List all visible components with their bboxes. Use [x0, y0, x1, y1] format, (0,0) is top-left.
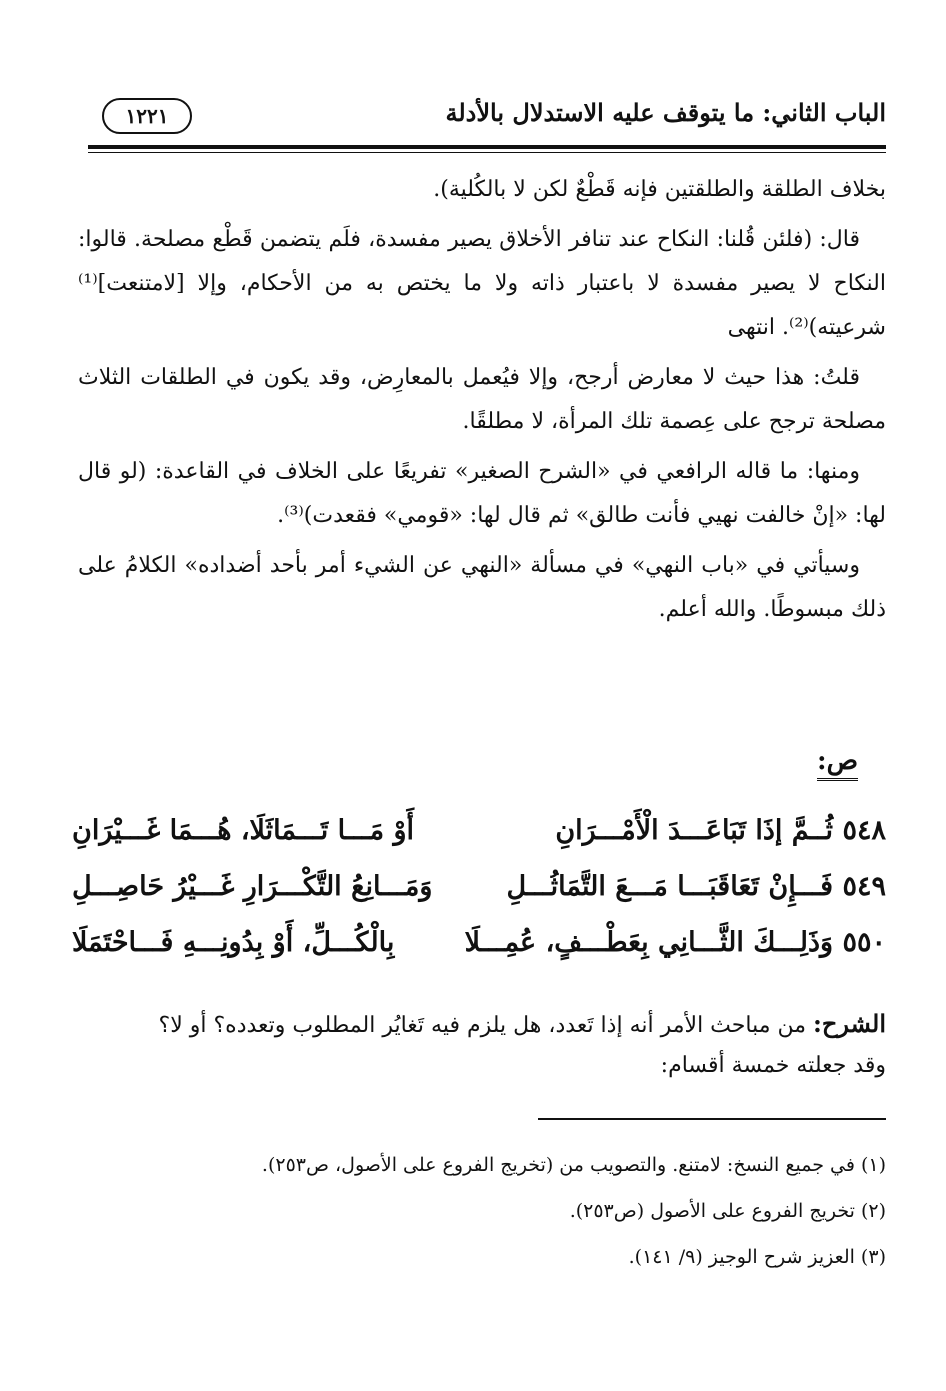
verse-second-hemistich: وَمَـــانِعُ التَّكْـــرَارِ غَـــيْرُ حَاصِـــلِ: [72, 870, 433, 902]
commentary-label: الشرح:: [813, 1009, 886, 1038]
footnote-divider: [538, 1118, 886, 1120]
verse-text: وَذَلِـــكَ الثَّـــانِي بِعَطْـــفٍ، عُمِـــلَا: [464, 926, 834, 958]
poem-verses: [72, 802, 886, 970]
footnotes: [78, 1142, 886, 1280]
commentary: [78, 1004, 886, 1086]
verse-number: ٥٤٨: [842, 814, 886, 846]
main-text: [78, 168, 886, 638]
verse-number: ٥٥٠: [842, 926, 886, 958]
verse-second-hemistich: أَوْ مَـــا تَـــمَاثَلَا، هُـــمَا غَـــيْرَانِ: [72, 814, 415, 846]
verse-text: ثُــمَّ إذَا تَبَاعَـــدَ الْأَمْـــرَانِ: [555, 814, 834, 846]
paragraph: قال: (فلئن قُلنا: النكاح عند تنافر الأخلاق يصير مفسدة، فلَم يتضمن قَطْع مصلحة. قالوا: النكاح لا يصير مفسدة لا باعتبار ذاته ولا ما يختص به من الأحكام، وإلا [لامتنعت]⁽¹⁾ شرعيته)⁽²⁾. انتهى: [78, 227, 886, 340]
paragraph: ومنها: ما قاله الرافعي في «الشرح الصغير» تفريعًا على الخلاف في القاعدة: (لو قال لها: «إنْ خالفت نهيي فأنت طالق» ثم قال لها: «قومي» فقعدت)⁽³⁾.: [78, 459, 886, 528]
verse-text: فَـــإِنْ تَعَاقَبَـــا مَـــعَ التَّمَاثُـــلِ: [506, 870, 834, 902]
verse-first-hemistich: [506, 871, 886, 902]
commentary-line: [78, 1004, 886, 1046]
paragraph: وسيأتي في «باب النهي» في مسألة «النهي عن الشيء أمر بأحد أضداده» الكلامُ على ذلك مبسوطًا. والله أعلم.: [78, 553, 886, 622]
verse-second-hemistich: بِالْكُـــلِّ، أَوْ بِدُونِـــهِ فَـــاحْتَمَلَا: [72, 926, 395, 958]
verse-first-hemistich: [465, 927, 886, 958]
verse-number: ٥٤٩: [842, 870, 886, 902]
commentary-text: من مباحث الأمر أنه إذا تَعدد، هل يلزم فيه تَغايُر المطلوب وتعدده؟ أو لا؟: [158, 1013, 814, 1038]
page-header: [88, 92, 886, 142]
header-divider-thin: [88, 152, 886, 153]
paragraph: قلتُ: هذا حيث لا معارض أرجح، وإلا فيُعمل بالمعارِض، وقد يكون في الطلقات الثلاث مصلحة ترجح على عِصمة تلك المرأة، لا مطلقًا.: [78, 365, 886, 434]
page-number: ١٢٢١: [102, 98, 192, 134]
commentary-line: وقد جعلته خمسة أقسام:: [660, 1053, 886, 1078]
verse-row: [72, 802, 886, 858]
footnote: (٣) العزيز شرح الوجيز (٩/ ١٤١).: [628, 1246, 886, 1268]
verse-row: [72, 914, 886, 970]
paragraph: بخلاف الطلقة والطلقتين فإنه قَطْعٌ لكن لا بالكُلية).: [433, 177, 886, 202]
footnote: (١) في جميع النسخ: لامتنع. والتصويب من (تخريج الفروع على الأصول، ص٢٥٣).: [261, 1154, 886, 1176]
verse-row: [72, 858, 886, 914]
chapter-title: الباب الثاني: ما يتوقف عليه الاستدلال بالأدلة: [445, 98, 886, 127]
verse-first-hemistich: [555, 815, 886, 846]
header-divider-thick: [88, 145, 886, 149]
verse-section-marker: ص:: [817, 744, 858, 781]
footnote: (٢) تخريج الفروع على الأصول (ص٢٥٣).: [569, 1200, 886, 1222]
